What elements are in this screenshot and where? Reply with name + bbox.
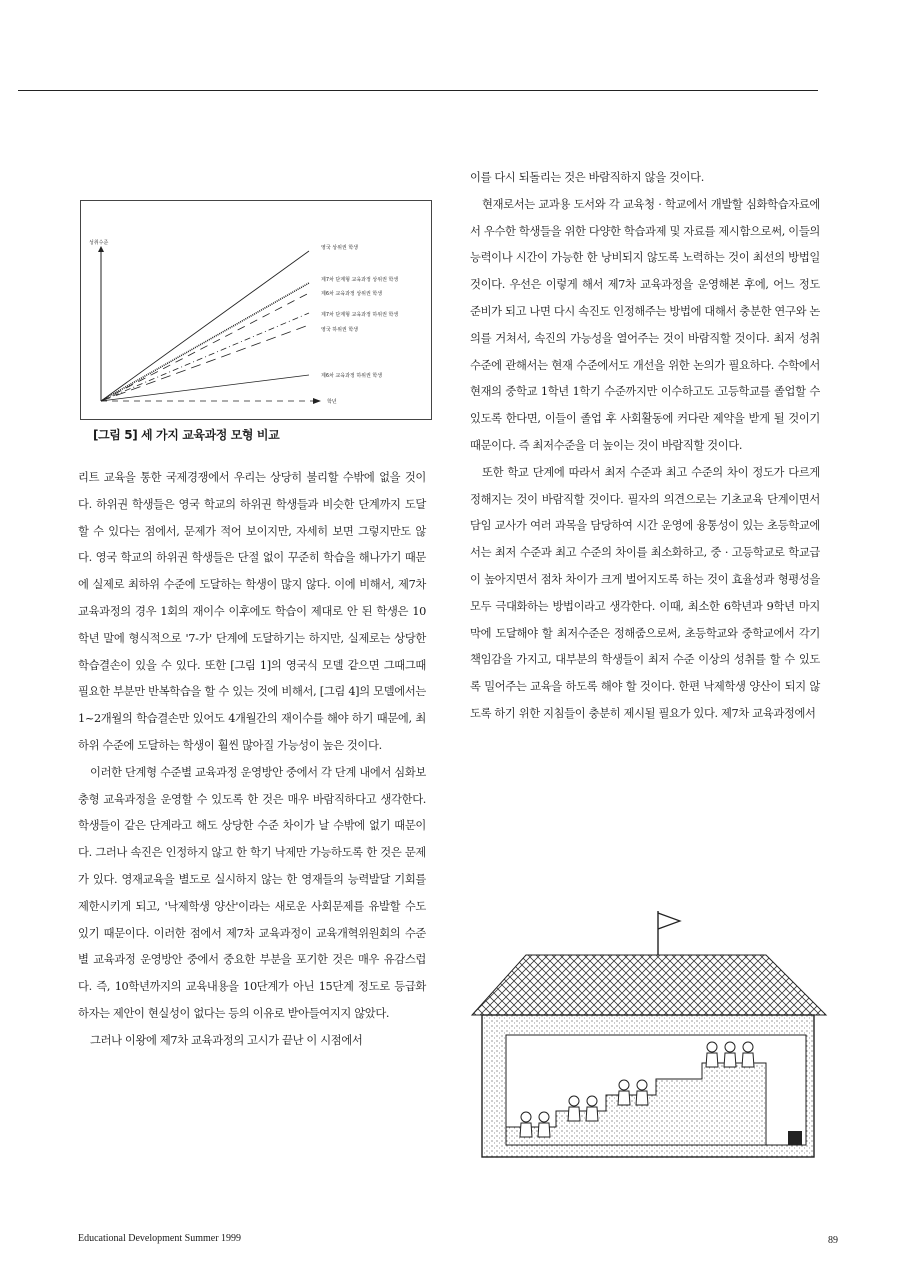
paragraph: 또한 학교 단계에 따라서 최저 수준과 최고 수준의 차이 정도가 다르게 정해지는 것이 바람직할 것이다. 필자의 의견으로는 기초교육 단계이면서 담임 교사가 여러 과목을 담당하여 시간 운영에 융통성이 있는 초등학교에서는 최저 수준과 최고 수준의 차이를 최소화하고, 중 · 고등학교로 학교급이 높아지면서 점차 차이가 크게 벌어지도록 하는 것이 효율성과 형평성을 모두 극대화하는 방법이라고 생각한다. 이때, 최소한 6학년과 9학년 마지막에 도달해야 할 최저수준은 정해줌으로써, 초등학교와 중학교에서 각기 책임감을 가지고, 대부분의 학생들이 최저 수준 이상의 성취를 할 수 있도록 밀어주는 교육을 하도록 해야 할 것이다. 한편 낙제학생 양산이 되지 않도록 하기 위한 지침들이 충분히 제시될 필요가 있다. 제7차 교육과정에서 <box>470 465 820 720</box>
line-uk-bottom <box>101 325 309 401</box>
line-7th-top <box>101 283 309 401</box>
left-column <box>78 465 426 1055</box>
roof <box>472 955 826 1015</box>
label-6th-bottom: 제6차 교육과정 하위권 학생 <box>321 373 383 379</box>
figure-5-chart <box>81 201 431 419</box>
page-number: 89 <box>828 1235 838 1246</box>
schoolhouse-illustration <box>466 905 836 1165</box>
right-column <box>470 165 820 728</box>
figure-caption: [그림 5] 세 가지 교육과정 모형 비교 <box>93 428 280 442</box>
label-7th-top: 제7차 단계형 교육과정 상위권 학생 <box>321 277 399 283</box>
y-axis-label: 성취수준 <box>89 240 109 246</box>
label-uk-bottom: 영국 하위권 학생 <box>321 327 358 333</box>
paragraph: 리트 교육을 통한 국제경쟁에서 우리는 상당히 불리할 수밖에 없을 것이다. 하위권 학생들은 영국 학교의 하위권 학생들과 비슷한 단계까지 도달할 수 있다는 점에서, 문제가 적어 보이지만, 자세히 보면 그렇지만도 않다. 영국 학교의 하위권 학생들은 단절 없이 꾸준히 학습을 해나가기 때문에 실제로 최하위 수준에 도달하는 학생이 많지 않다. 이에 비해서, 제7차 교육과정의 경우 1회의 재이수 이후에도 학습이 제대로 안 된 학생은 10학년 말에 형식적으로 '7-가' 단계에 도달하기는 하지만, 실제로는 상당한 학습결손이 있을 수 있다. 또한 [그림 1]의 영국식 모델 같으면 그때그때 필요한 부분만 반복학습을 할 수 있는 것에 비해서, [그림 4]의 모델에서는 1~2개월의 학습결손만 있어도 4개월간의 재이수를 해야 하기 때문에, 최하위 수준에 도달하는 학생이 훨씬 많아질 가능성이 높은 것이다. <box>78 471 426 752</box>
paragraph: 현재로서는 교과용 도서와 각 교육청 · 학교에서 개발할 심화학습자료에서 우수한 학생들을 위한 다양한 학습과제 및 자료를 제시함으로써, 이들의 능력이나 시간이 가능한 한 낭비되지 않도록 노력하는 것이 최선의 방법일 것이다. 우선은 이렇게 해서 제7차 교육과정을 운영해본 후에, 어느 정도 준비가 되고 나면 다시 속진도 인정해주는 방법에 대해서 충분한 연구와 논의를 거쳐서, 속진의 가능성을 열어주는 것이 바람직할 것이다. 최저 성취수준에 관해서는 현재 수준에서도 개선을 위한 논의가 필요하다. 수학에서 현재의 중학교 1학년 1학기 수준까지만 이수하고도 고등학교를 졸업할 수 있도록 한다면, 이들이 졸업 후 사회활동에 커다란 제약을 받게 될 것이기 때문이다. 즉 최저수준을 더 높이는 것이 바람직할 것이다. <box>470 197 820 452</box>
paragraph: 이를 다시 되돌리는 것은 바람직하지 않을 것이다. <box>470 171 704 184</box>
label-7th-bottom: 제7차 단계형 교육과정 하위권 학생 <box>321 312 399 318</box>
x-axis-label: 학년 <box>327 399 337 405</box>
paragraph: 이러한 단계형 수준별 교육과정 운영방안 중에서 각 단계 내에서 심화보충형 교육과정을 운영할 수 있도록 한 것은 매우 바람직하다고 생각한다. 학생들이 같은 단계라고 해도 상당한 수준 차이가 날 수밖에 없기 때문이다. 그러나 속진은 인정하지 않고 한 학기 낙제만 가능하도록 한 것은 문제가 있다. 영재교육을 별도로 실시하지 않는 한 영재들의 능력발달 기회를 제한시키게 되고, '낙제학생 양산'이라는 새로운 사회문제를 유발할 수도 있기 때문이다. 이러한 점에서 제7차 교육과정이 교육개혁위원회의 수준별 교육과정 운영방안 중에서 중요한 부분을 포기한 것은 매우 유감스럽다. 즉, 10학년까지의 교육내용을 10단계가 아닌 15단계 정도로 등급화하자는 제안이 현실성이 없다는 등의 이유로 받아들여지지 않았다. <box>78 765 426 1020</box>
figure-5 <box>80 200 432 420</box>
label-uk-top: 영국 상위권 학생 <box>321 245 358 251</box>
footer-journal: Educational Development Summer 1999 <box>78 1233 242 1244</box>
artist-mark-icon <box>788 1131 802 1145</box>
label-6th-top: 제6차 교육과정 상위권 학생 <box>321 291 383 297</box>
schoolhouse-drawing <box>466 905 836 1165</box>
x-axis-arrow <box>313 398 321 404</box>
header-rule <box>18 90 818 91</box>
flag-icon <box>658 913 680 929</box>
line-6th-top <box>101 293 309 401</box>
paragraph: 그러나 이왕에 제7차 교육과정의 고시가 끝난 이 시점에서 <box>90 1033 363 1047</box>
